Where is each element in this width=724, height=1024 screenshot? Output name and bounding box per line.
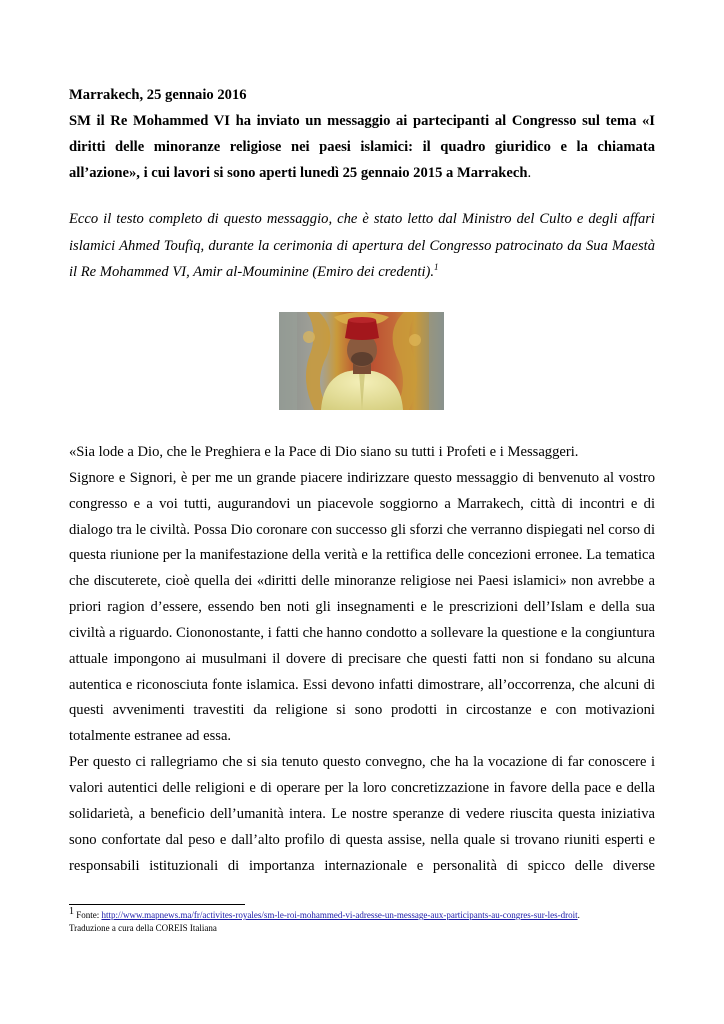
- intro-paragraph: [69, 206, 655, 286]
- message-body: [69, 440, 655, 879]
- footnote-suffix: .: [577, 910, 580, 920]
- footnote-marker[interactable]: 1: [434, 262, 439, 273]
- footnote: [69, 906, 669, 935]
- footnote-prefix: Fonte:: [76, 910, 102, 920]
- portrait-photo-image: [279, 312, 444, 410]
- translation-note: Traduzione a cura della COREIS Italiana: [69, 923, 217, 933]
- footnote-number: 1: [69, 906, 74, 917]
- headline-period: .: [527, 165, 532, 181]
- footnote-separator: [69, 904, 245, 905]
- footnote-source-link[interactable]: http://www.mapnews.ma/fr/activites-royales/sm-le-roi-mohammed-vi-adresse-un-message-aux-participants-au-congres-sur-les-droit: [101, 910, 578, 920]
- portrait-photo: [279, 312, 444, 410]
- body-paragraph-2: Signore e Signori, è per me un grande piacere indirizzare questo messaggio di benvenuto al vostro congresso e a voi tutti, augurandovi un piacevole soggiorno a Marrakech, città di incontri e di dialogo tra le civiltà. Possa Dio coronare con successo gli sforzi che verranno dispiegati nel corso di questa riunione per la manifestazione della verità e la rettifica delle concezioni erronee. La tematica che discuterete, cioè quella dei «diritti delle minoranze religiose nei Paesi islamici» non avrebbe a priori ragion d’essere, essendo ben noti gli insegnamenti e le prescrizioni dell’Islam e della sua civiltà a riguardo. Ciononostante, i fatti che hanno condotto a sollevare la questione e la congiuntura attuale impongono ai musulmani il dovere di precisare che questi fatti non si fondano su alcuna autentica e riconosciuta fonte islamica. Essi devono infatti dimostrare, all’occorrenza, che alcuni di questi avvenimenti travestiti da religione si sono prodotti in circostanze e con motivazioni totalmente estranee ad essa.: [69, 469, 655, 745]
- dateline: Marrakech, 25 gennaio 2016: [69, 87, 247, 103]
- intro-text: Ecco il testo completo di questo messaggio, che è stato letto dal Ministro del Culto e degli affari islamici Ahmed Toufiq, durante la cerimonia di apertura del Congresso patrocinato da Sua Maestà il Re Mohammed VI, Amir al-Mouminine (Emiro dei credenti).: [69, 211, 655, 280]
- footnote-source: [69, 906, 669, 922]
- headline-text: SM il Re Mohammed VI ha inviato un messaggio ai partecipanti al Congresso sul tema «I diritti delle minoranze religiose nei paesi islamici: il quadro giuridico e la chiamata all’azione», i cui lavori si sono aperti lunedì 25 gennaio 2015 a Marrakech: [69, 113, 655, 181]
- headline: [69, 108, 655, 186]
- body-paragraph-1: «Sia lode a Dio, che le Preghiera e la Pace di Dio siano su tutti i Profeti e i Messaggeri.: [69, 444, 579, 460]
- body-paragraph-3: Per questo ci rallegriamo che si sia tenuto questo convegno, che ha la vocazione di far conoscere i valori autentici delle religioni e di operare per la loro concretizzazione in favore della pace e della solidarietà, a beneficio dell’umanità intera. Le nostre speranze di vedere riuscita questa iniziativa sono confortate dal peso e dall’alto profilo di questa assise, nella quale si trovano riuniti esperti e responsabili istituzionali di importanza internazionale e personalità di spicco delle diverse: [69, 754, 655, 874]
